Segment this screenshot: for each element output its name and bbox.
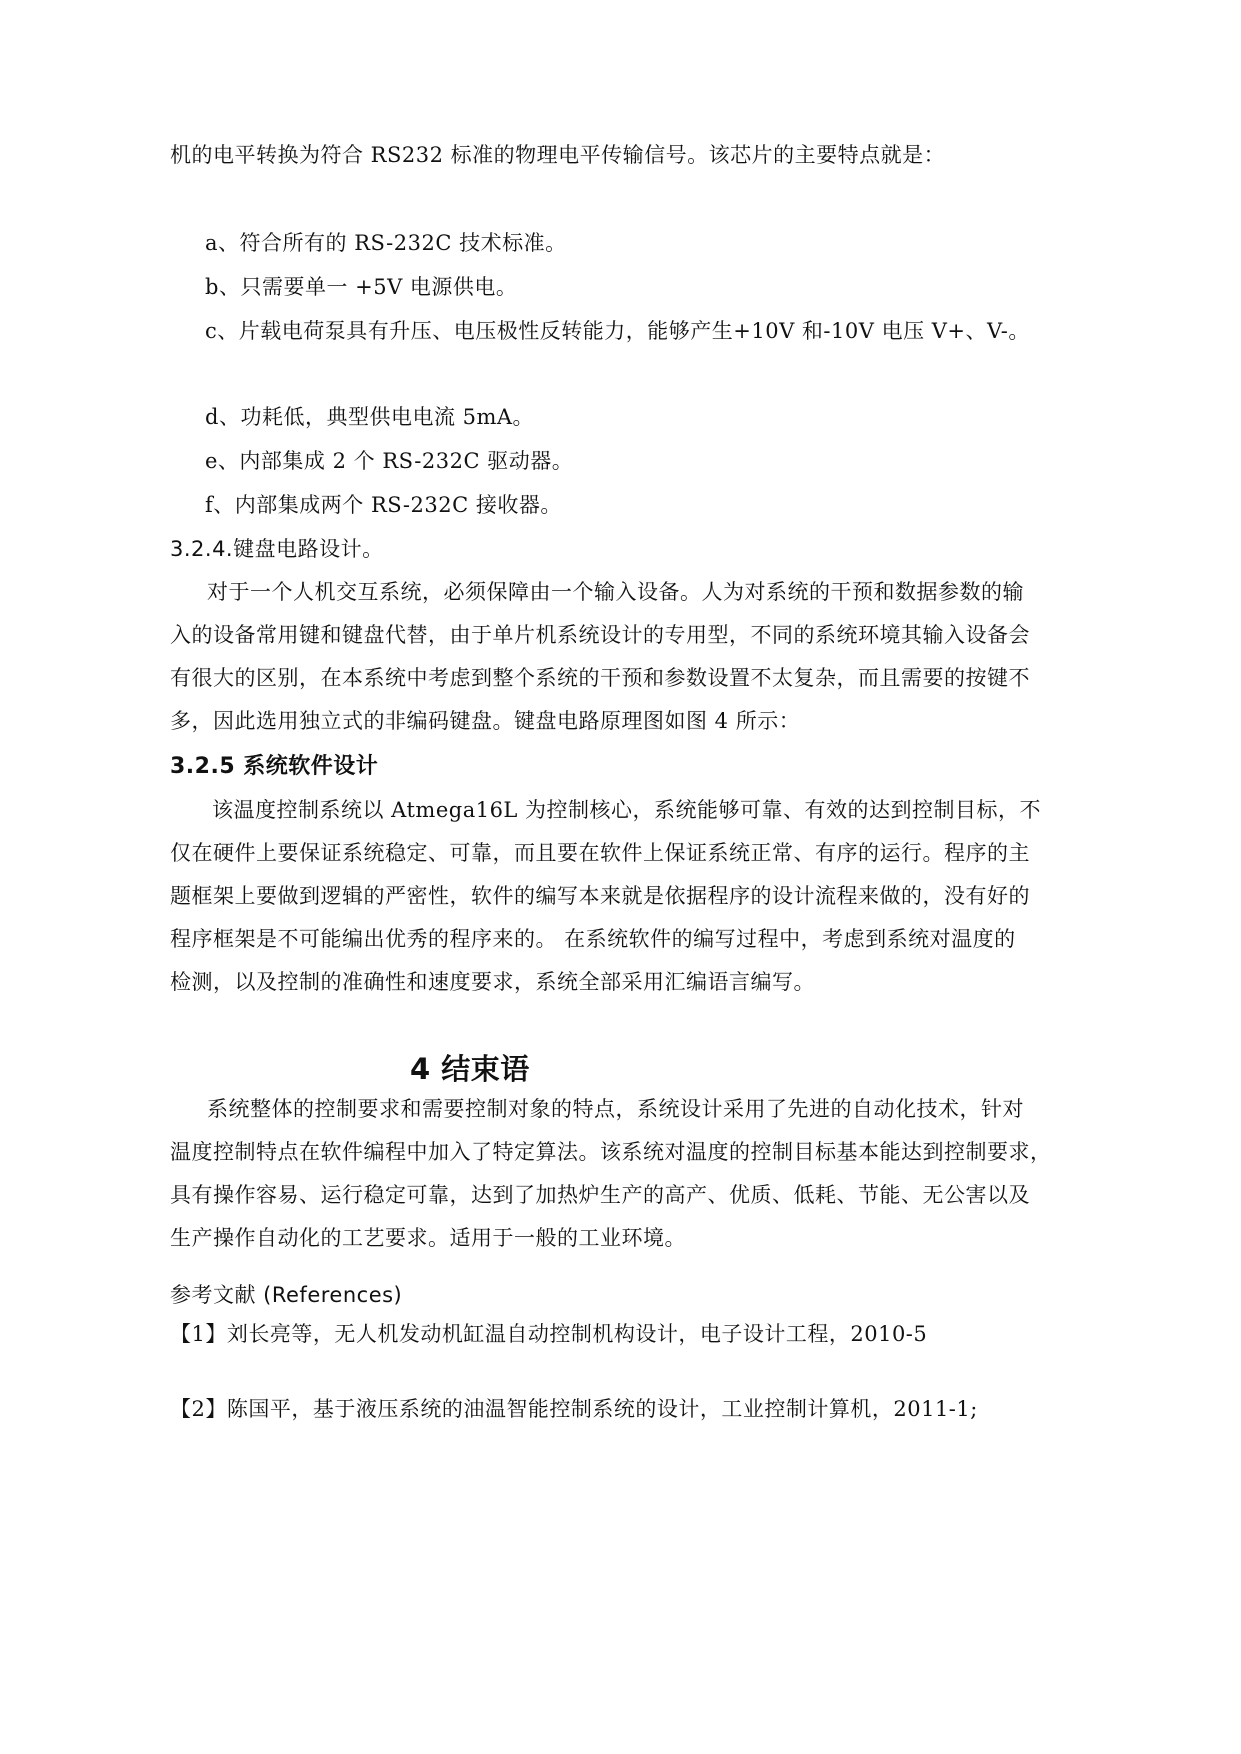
- paragraph-line: 具有操作容易、运行稳定可靠，达到了加热炉生产的高产、优质、低耗、节能、无公害以及: [170, 1183, 1030, 1207]
- paragraph-line: 对于一个人机交互系统，必须保障由一个输入设备。人为对系统的干预和数据参数的输: [207, 580, 1024, 604]
- paragraph-line: 题框架上要做到逻辑的严密性，软件的编写本来就是依据程序的设计流程来做的，没有好的: [170, 884, 1030, 908]
- paragraph-line: 该温度控制系统以 Atmega16L 为控制核心，系统能够可靠、有效的达到控制目标，不: [212, 798, 1042, 822]
- section-heading-3-2-4: 3.2.4.键盘电路设计。: [170, 537, 384, 561]
- paragraph-line: 仅在硬件上要保证系统稳定、可靠，而且要在软件上保证系统正常、有序的运行。程序的主: [170, 841, 1030, 865]
- feature-item-a: a、符合所有的 RS-232C 技术标准。: [205, 231, 567, 255]
- body-text-line: 机的电平转换为符合 RS232 标准的物理电平传输信号。该芯片的主要特点就是：: [170, 143, 946, 167]
- feature-item-d: d、功耗低，典型供电电流 5mA。: [205, 405, 535, 429]
- paragraph-line: 温度控制特点在软件编程中加入了特定算法。该系统对温度的控制目标基本能达到控制要求，: [170, 1140, 1052, 1164]
- paragraph-line: 程序框架是不可能编出优秀的程序来的。 在系统软件的编写过程中，考虑到系统对温度的: [170, 927, 1016, 951]
- paragraph-line: 生产操作自动化的工艺要求。适用于一般的工业环境。: [170, 1226, 686, 1250]
- feature-item-c: c、片载电荷泵具有升压、电压极性反转能力，能够产生+10V 和-10V 电压 V+、V-。: [205, 319, 1030, 343]
- reference-item: 【2】陈国平，基于液压系统的油温智能控制系统的设计，工业控制计算机，2011-1;: [170, 1397, 978, 1421]
- section-heading-3-2-5: 3.2.5 系统软件设计: [170, 754, 379, 779]
- paragraph-line: 检测，以及控制的准确性和速度要求，系统全部采用汇编语言编写。: [170, 970, 815, 994]
- reference-item: 【1】刘长亮等，无人机发动机缸温自动控制机构设计，电子设计工程，2010-5: [170, 1322, 928, 1346]
- paragraph-line: 有很大的区别，在本系统中考虑到整个系统的干预和参数设置不太复杂，而且需要的按键不: [170, 666, 1030, 690]
- paragraph-line: 入的设备常用键和键盘代替，由于单片机系统设计的专用型，不同的系统环境其输入设备会: [170, 623, 1030, 647]
- chapter-heading: 4 结束语: [410, 1052, 530, 1086]
- references-heading: 参考文献 (References): [170, 1283, 403, 1307]
- feature-item-f: f、内部集成两个 RS-232C 接收器。: [205, 493, 562, 517]
- feature-item-b: b、只需要单一 +5V 电源供电。: [205, 275, 518, 299]
- feature-item-e: e、内部集成 2 个 RS-232C 驱动器。: [205, 449, 574, 473]
- paragraph-line: 多，因此选用独立式的非编码键盘。键盘电路原理图如图 4 所示：: [170, 709, 801, 733]
- paragraph-line: 系统整体的控制要求和需要控制对象的特点，系统设计采用了先进的自动化技术，针对: [207, 1097, 1024, 1121]
